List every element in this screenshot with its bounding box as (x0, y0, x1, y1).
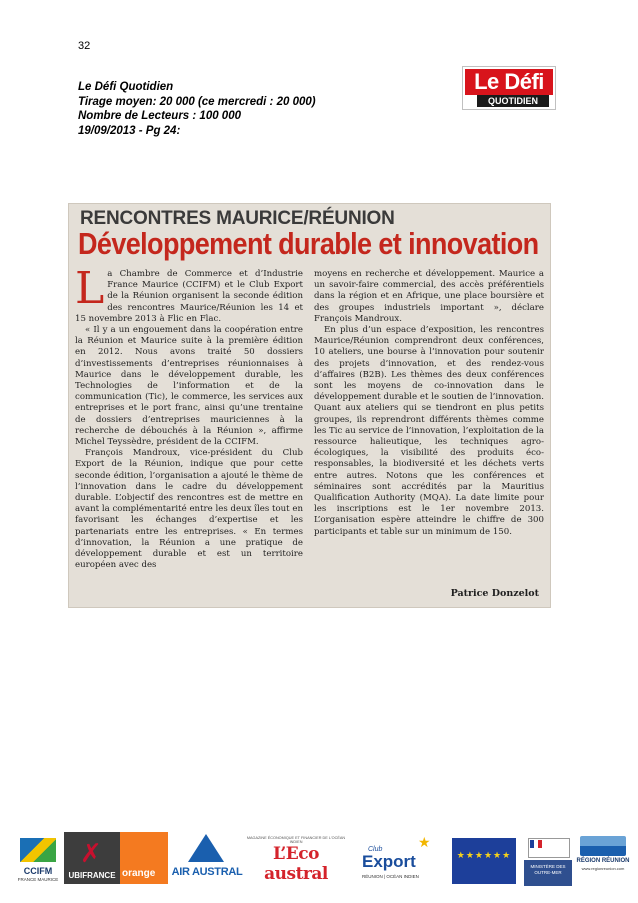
region-reunion-logo: RÉGION RÉUNION www.regionreunion.com (576, 832, 630, 886)
article-author: Patrice Donzelot (450, 588, 539, 599)
article-paragraph: La Chambre de Commerce et d’Industrie France Maurice (CCIFM) et le Club Export de la Réunion organisent la seconde édition des rencontres Maurice/Réunion les 14 et 15 novembre 2013 à Flic en Flac. (75, 263, 303, 324)
partner-logos (12, 822, 628, 890)
orange-logo: orange (120, 832, 168, 884)
article-headline: Développement durable et innovation (78, 227, 539, 261)
readers-text: Nombre de Lecteurs : 100 000 (78, 110, 241, 122)
ccifm-logo: CCIFM FRANCE MAURICE (14, 832, 62, 886)
source-name: Le Défi Quotidien (78, 81, 174, 93)
article-paragraph: moyens en recherche et développement. Maurice a un savoir-faire commercial, des accès préférentiels dans la région et en Afrique, une place boursière et des groupes industriels important », déclare François Mandroux. (314, 269, 544, 324)
eu-stars-icon: ★★★★★★ (456, 850, 512, 860)
star-icon: ★ (418, 834, 431, 850)
date-page-text: 19/09/2013 - Pg 24: (78, 124, 181, 137)
air-austral-mark-icon (188, 834, 224, 862)
article-paragraph: « Il y a un engouement dans la coopération entre la Réunion et Maurice suite à la première édition en 2012. Nous avons traité 50 dossiers d’investissements d’entreprises réunionnaises à Maurice dans le développement durable, les Technologies de l’information et de la communication (Tic), le commerce, les services aux entreprises et le port franc, ainsi qu’une trentaine de dossiers d’entreprises mauriciennes à la recherche de débouchés à la Réunion », affirme Michel Teyssèdre, président de la CCIFM. (75, 325, 303, 448)
newspaper-clipping (68, 203, 551, 608)
air-austral-logo: AIR AUSTRAL (170, 832, 244, 886)
le-defi-logo (462, 66, 556, 110)
ubifrance-mark-icon: ✗ (80, 838, 102, 868)
logo-title: Le Défi (465, 69, 553, 95)
dropcap: L (75, 263, 105, 314)
ubifrance-logo: ✗ UBIFRANCE (64, 832, 120, 884)
article-paragraph: En plus d’un espace d’exposition, les rencontres Maurice/Réunion comprendront deux conférences, 10 ateliers, une bourse à l’innovation pour soutenir des projets d’innovation, et des rendez-vous d’affaires (B2B). Les thèmes des deux conférences sont les moyens de co-innovation dans le développement durable et le soutien de l’innovation. Quant aux ateliers qui se tiendront en plus petits groupes, ils reprendront différents thèmes comme les Tic au service de l’innovation, l’exploitation de la ressource halieutique, les techniques agro-écologiques, la visibilité des produits éco-responsables, la biodiversité et les déchets verts entre autres. Notons que les conférences et séminaires sont accrédités par la Mauritius Qualification Authority (MQA). La date limite pour les inscriptions est le 1er novembre 2013. L’organisation espère atteindre le chiffre de 300 participants et table sur un minimum de 150. (314, 325, 544, 537)
page-number: 32 (78, 40, 91, 52)
ccifm-mark-icon (20, 838, 56, 862)
french-flag-icon (530, 840, 542, 848)
article-column-left (75, 263, 303, 571)
region-reunion-mark-icon (580, 836, 626, 856)
source-info (78, 80, 316, 138)
article-paragraph: François Mandroux, vice-président du Club Export de la Réunion, indique que pour cette seconde édition, l’organisation a ajouté le thème de l’innovation dans le cadre du développement durable. L’objectif des rencontres est de mettre en avant la complémentarité entre les deux îles tout en favorisant les échanges d’expertise et les partenariats entre les entreprises. « En termes d’innovation, la Réunion a une pratique de développement durable et est un territoire européen avec des (75, 448, 303, 571)
article-column-right (314, 269, 544, 538)
logo-subtitle: QUOTIDIEN (477, 95, 549, 107)
ministere-outre-mer-logo: MINISTÈRE DES OUTRE-MER (524, 832, 572, 886)
article-kicker: RENCONTRES MAURICE/RÉUNION (80, 208, 395, 229)
eu-flag-logo (452, 838, 516, 884)
circulation-text: Tirage moyen: 20 000 (ce mercredi : 20 000) (78, 95, 316, 108)
eco-austral-logo: MAGAZINE ÉCONOMIQUE ET FINANCIER DE L'OCÉAN INDIEN L’Eco austral (246, 836, 346, 884)
club-export-logo: ★ Club Export RÉUNION | OCÉAN INDIEN (362, 834, 431, 879)
